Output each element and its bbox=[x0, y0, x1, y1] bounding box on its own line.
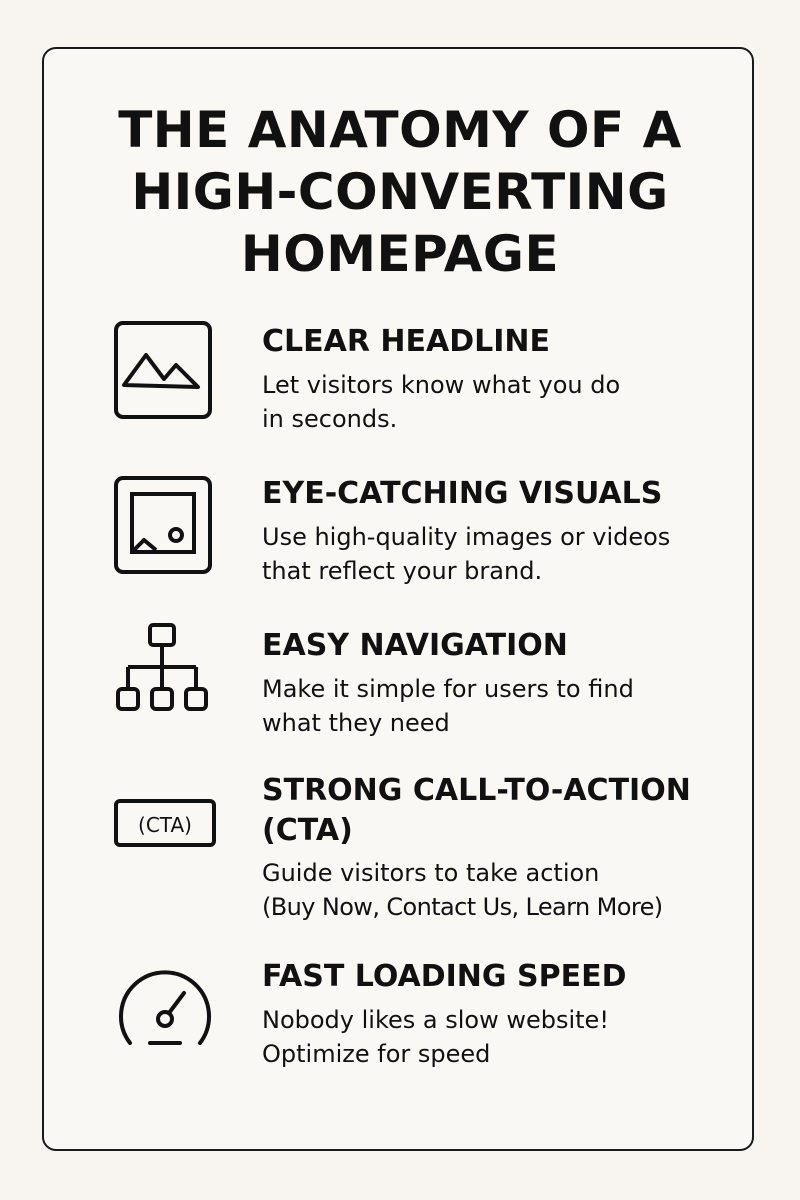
item-heading bbox=[262, 771, 732, 851]
item-heading-line: CLEAR HEADLINE bbox=[262, 324, 550, 359]
cta-icon-label: (CTA) bbox=[138, 813, 192, 837]
item-heading-line: EYE-CATCHING VISUALS bbox=[262, 476, 663, 511]
item-heading-line: (CTA) bbox=[262, 813, 353, 848]
item-description bbox=[262, 856, 742, 924]
item-description-line: Let visitors know what you do bbox=[262, 371, 621, 399]
image-icon bbox=[112, 474, 218, 580]
item-heading-line: FAST LOADING SPEED bbox=[262, 959, 627, 994]
item-description-line: (Buy Now, Contact Us, Learn More) bbox=[262, 893, 663, 921]
title-line-3: HOMEPAGE bbox=[240, 225, 560, 283]
item-heading-line: EASY NAVIGATION bbox=[262, 628, 568, 663]
item-description bbox=[262, 1003, 742, 1071]
mountain-icon bbox=[112, 319, 218, 425]
item-description-line: in seconds. bbox=[262, 405, 398, 433]
title-line-1: THE ANATOMY OF A bbox=[118, 101, 682, 159]
item-description-line: that reflect your brand. bbox=[262, 557, 543, 585]
item-description bbox=[262, 672, 742, 740]
item-description-line: what they need bbox=[262, 709, 450, 737]
item-heading bbox=[262, 957, 732, 997]
item-heading-line: STRONG CALL-TO-ACTION bbox=[262, 773, 691, 808]
item-description bbox=[262, 520, 742, 588]
item-heading bbox=[262, 322, 732, 362]
speedometer-icon bbox=[112, 961, 218, 1067]
item-description-line: Make it simple for users to find bbox=[262, 675, 634, 703]
item-description-line: Use high-quality images or videos bbox=[262, 523, 671, 551]
item-description bbox=[262, 368, 742, 436]
item-description-line: Nobody likes a slow website! bbox=[262, 1006, 609, 1034]
cta-icon bbox=[112, 769, 218, 875]
title-line-2: HIGH-CONVERTING bbox=[131, 163, 669, 221]
item-heading bbox=[262, 626, 732, 666]
item-description-line: Optimize for speed bbox=[262, 1040, 491, 1068]
infographic-title bbox=[44, 99, 756, 285]
item-description-line: Guide visitors to take action bbox=[262, 859, 600, 887]
item-heading bbox=[262, 474, 732, 514]
infographic-card bbox=[42, 47, 754, 1151]
sitemap-icon bbox=[112, 619, 218, 725]
